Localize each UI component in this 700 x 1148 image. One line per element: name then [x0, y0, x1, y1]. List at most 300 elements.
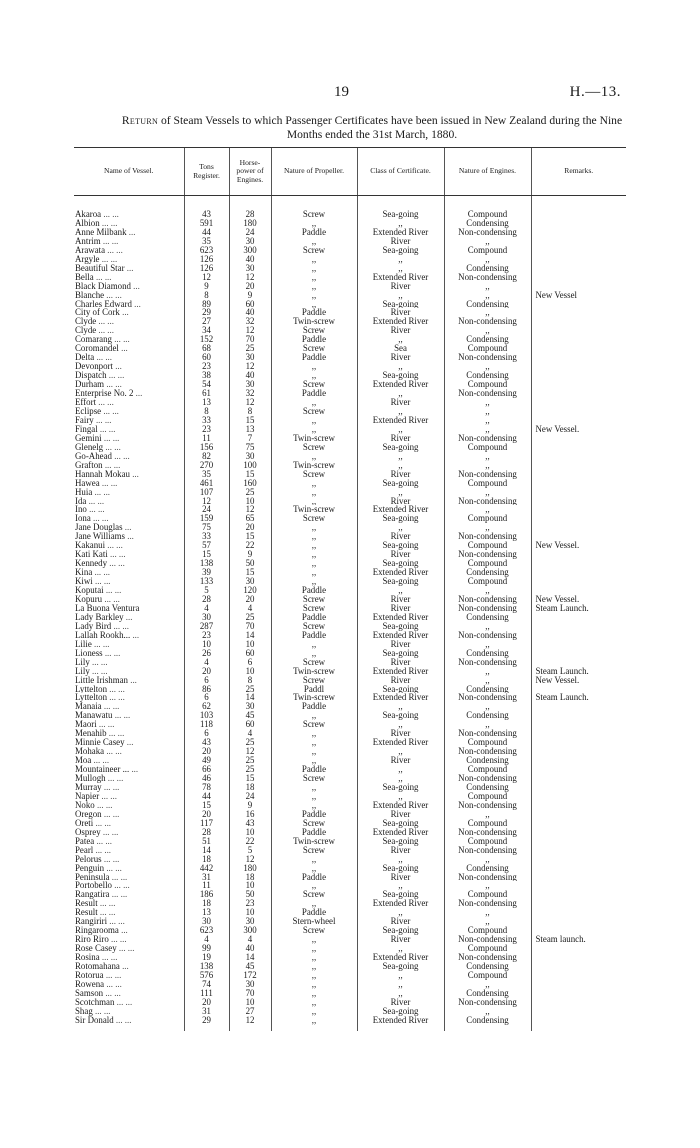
tons-register: 103: [199, 711, 214, 721]
propeller-type: ,,: [311, 800, 317, 810]
vessel-name-cell: [74, 846, 184, 855]
engine-type: Non-condensing: [458, 693, 517, 703]
certificate-class-cell: [357, 792, 444, 801]
propeller-type: ,,: [311, 962, 317, 972]
certificate-class: Extended River: [372, 899, 429, 909]
propeller-type: Screw: [302, 442, 326, 452]
engine-type-cell: [444, 577, 531, 586]
engine-type-cell: [444, 658, 531, 667]
engine-type: Compound: [467, 380, 508, 390]
tons-register: 54: [202, 380, 211, 390]
col-header-certificate: Class of Certificate.: [357, 148, 444, 196]
horse-power-cell: [229, 577, 271, 586]
certificate-class: Sea-going: [382, 684, 419, 694]
vessel-name-cell: [74, 729, 184, 738]
remarks-cell: [531, 935, 626, 944]
tons-register-cell: [184, 971, 229, 980]
remarks-cell: [531, 756, 626, 765]
propeller-type: Paddle: [301, 702, 327, 712]
engine-type-cell: [444, 864, 531, 873]
horse-power-cell: [229, 228, 271, 237]
horse-power-cell: [229, 514, 271, 523]
propeller-type-cell: [271, 380, 357, 389]
horse-power: 40: [245, 254, 255, 264]
remarks-cell: [531, 1016, 626, 1025]
tons-register-cell: [184, 908, 229, 917]
engine-type-cell: [444, 317, 531, 326]
remarks-cell: [531, 747, 626, 756]
leader-dots: ...: [122, 962, 129, 972]
propeller-type: Screw: [302, 926, 326, 936]
table-row: [74, 658, 626, 667]
propeller-type: ,,: [311, 487, 317, 497]
tons-register: 20: [202, 997, 211, 1007]
vessel-name-cell: [74, 908, 184, 917]
certificate-class-cell: [357, 389, 444, 398]
horse-power-cell: [229, 917, 271, 926]
horse-power: 25: [245, 612, 255, 622]
remarks-cell: [531, 434, 626, 443]
certificate-class-cell: [357, 470, 444, 479]
certificate-class: ,,: [398, 487, 403, 497]
engine-type: ,,: [485, 254, 490, 264]
table-row: [74, 873, 626, 882]
vessel-name-cell: [74, 810, 184, 819]
remarks-cell: [531, 729, 626, 738]
vessel-name-cell: [74, 595, 184, 604]
propeller-type-cell: [271, 353, 357, 362]
engine-type-cell: [444, 335, 531, 344]
engine-type: Compound: [467, 971, 508, 980]
certificate-class-cell: [357, 577, 444, 586]
leader-dots: ... ...: [101, 953, 118, 963]
certificate-class: ,,: [398, 523, 403, 533]
tons-register: 15: [202, 800, 211, 810]
certificate-class: River: [390, 845, 411, 855]
horse-power: 30: [245, 451, 255, 461]
engine-type: ,,: [485, 881, 490, 891]
horse-power-cell: [229, 980, 271, 989]
vessel-name: Ringarooma: [75, 926, 119, 936]
propeller-type: Paddle: [301, 630, 327, 640]
propeller-type: ,,: [311, 899, 317, 909]
tons-register-cell: [184, 765, 229, 774]
engine-type: ,,: [485, 424, 490, 434]
propeller-type: ,,: [311, 577, 317, 587]
vessel-name-cell: [74, 837, 184, 846]
tons-register: 30: [202, 917, 211, 927]
propeller-type-cell: [271, 890, 357, 899]
tons-register-cell: [184, 747, 229, 756]
horse-power: 15: [245, 774, 255, 783]
vessel-name: Patea: [75, 836, 95, 846]
tons-register-cell: [184, 505, 229, 514]
certificate-class-cell: [357, 246, 444, 255]
propeller-type-cell: [271, 801, 357, 810]
propeller-type-cell: [271, 953, 357, 962]
propeller-type: Paddle: [301, 308, 327, 318]
horse-power: 14: [245, 693, 255, 703]
tons-register-cell: [184, 479, 229, 488]
propeller-type: ,,: [311, 863, 317, 873]
certificate-class: Sea-going: [382, 783, 419, 792]
table-row: [74, 246, 626, 255]
tons-register: 29: [202, 1015, 211, 1025]
leader-dots: ... ...: [107, 245, 123, 255]
leader-dots: ...: [126, 263, 134, 273]
engine-type: Compound: [467, 210, 508, 219]
propeller-type: ,,: [311, 979, 317, 989]
horse-power-cell: [229, 371, 271, 380]
vessel-name-cell: [74, 362, 184, 371]
leader-dots: ... ...: [102, 827, 119, 837]
leader-dots: ... ...: [101, 218, 118, 228]
engine-type-cell: [444, 890, 531, 899]
propeller-type: Screw: [302, 210, 326, 219]
propeller-type-cell: [271, 497, 357, 506]
table-row: [74, 926, 626, 935]
engine-type: Non-condensing: [458, 953, 517, 963]
table-row: [74, 667, 626, 676]
propeller-type: ,,: [311, 738, 317, 748]
vessel-name-cell: [74, 291, 184, 300]
certificate-class: River: [390, 236, 411, 246]
table-row: [74, 881, 626, 890]
horse-power: 20: [245, 594, 255, 604]
propeller-type: Screw: [302, 720, 326, 730]
tons-register-cell: [184, 523, 229, 532]
spacer-cell: [184, 1025, 229, 1031]
table-row: [74, 631, 626, 640]
propeller-type-cell: [271, 335, 357, 344]
propeller-type: Twin-screw: [293, 693, 335, 703]
certificate-class: ,,: [398, 406, 403, 416]
engine-type: Condensing: [466, 568, 509, 578]
propeller-type-cell: [271, 756, 357, 765]
horse-power-cell: [229, 873, 271, 882]
col-header-remarks: Remarks.: [531, 148, 626, 196]
propeller-type: Screw: [302, 514, 326, 524]
propeller-type: ,,: [311, 371, 317, 381]
engine-type-cell: [444, 505, 531, 514]
certificate-class: ,,: [398, 451, 403, 461]
propeller-type-cell: [271, 765, 357, 774]
remarks-cell: [531, 998, 626, 1007]
engine-type-cell: [444, 210, 531, 219]
engine-type: Condensing: [466, 863, 509, 873]
remarks-cell: [531, 291, 626, 300]
engine-type: Non-condensing: [458, 594, 517, 604]
vessel-name: Kopuru: [75, 594, 103, 604]
vessel-name: Rangiriri: [75, 917, 108, 927]
engine-type: Condensing: [466, 783, 509, 792]
horse-power-cell: [229, 505, 271, 514]
horse-power: 172: [243, 971, 257, 980]
propeller-type: ,,: [311, 988, 317, 998]
propeller-type-cell: [271, 577, 357, 586]
tons-register-cell: [184, 380, 229, 389]
tons-register: 186: [199, 890, 214, 900]
vessel-name: Iona: [75, 514, 91, 524]
propeller-type-cell: [271, 676, 357, 685]
engine-type-cell: [444, 613, 531, 622]
propeller-type-cell: [271, 273, 357, 282]
horse-power: 10: [245, 496, 255, 506]
leader-dots: ... ...: [103, 406, 119, 416]
spacer-cell: [271, 196, 357, 211]
vessel-name-cell: [74, 855, 184, 864]
remarks-cell: [531, 899, 626, 908]
remarks-cell: [531, 219, 626, 228]
horse-power-cell: [229, 353, 271, 362]
engine-type: ,,: [485, 505, 490, 515]
table-row: [74, 962, 626, 971]
remarks-cell: [531, 962, 626, 971]
remarks: New Vessel.: [535, 594, 580, 604]
certificate-class: River: [390, 326, 411, 336]
table-row: [74, 497, 626, 506]
vessel-name: Coromandel: [75, 344, 119, 354]
horse-power: 30: [245, 917, 255, 927]
propeller-type: ,,: [311, 953, 317, 963]
horse-power-cell: [229, 559, 271, 568]
tons-register: 138: [199, 962, 214, 972]
table-row: [74, 326, 626, 335]
tons-register-cell: [184, 693, 229, 702]
engine-type-cell: [444, 380, 531, 389]
leader-dots: ... ...: [94, 568, 111, 578]
certificate-class-cell: [357, 1007, 444, 1016]
horse-power-cell: [229, 425, 271, 434]
certificate-class: Extended River: [372, 568, 429, 578]
propeller-type: ,,: [311, 290, 317, 300]
tons-register-cell: [184, 219, 229, 228]
table-spacer-row: [74, 1025, 626, 1031]
horse-power: 5: [247, 845, 253, 855]
remarks-cell: [531, 685, 626, 694]
remarks-cell: [531, 676, 626, 685]
horse-power: 160: [243, 478, 257, 488]
leader-dots: ... ...: [114, 711, 131, 721]
tons-register: 126: [199, 254, 214, 264]
certificate-class: Extended River: [372, 953, 429, 963]
spacer-cell: [531, 196, 626, 211]
vessel-name: Grafton: [75, 460, 103, 470]
propeller-type-cell: [271, 443, 357, 452]
propeller-type: Screw: [302, 774, 326, 783]
col-header-name: Name of Vessel.: [74, 148, 184, 196]
horse-power-cell: [229, 667, 271, 676]
propeller-type: Screw: [302, 594, 326, 604]
propeller-type: Paddl: [303, 684, 325, 694]
horse-power: 12: [245, 505, 255, 515]
engine-type: Non-condensing: [458, 729, 517, 739]
tons-register: 38: [202, 371, 211, 381]
vessel-name-cell: [74, 935, 184, 944]
tons-register: 44: [202, 791, 211, 801]
tons-register: 623: [199, 926, 214, 936]
table-row: [74, 219, 626, 228]
propeller-type-cell: [271, 425, 357, 434]
vessel-name: Huia: [75, 487, 93, 497]
propeller-type-cell: [271, 246, 357, 255]
vessel-name: Rose Casey: [75, 944, 117, 954]
certificate-class-cell: [357, 291, 444, 300]
propeller-type: Twin-screw: [293, 433, 335, 443]
horse-power-cell: [229, 640, 271, 649]
remarks-cell: [531, 711, 626, 720]
horse-power-cell: [229, 720, 271, 729]
horse-power: 25: [245, 765, 255, 775]
horse-power: 25: [245, 344, 255, 354]
leader-dots: ... ...: [105, 988, 121, 998]
leader-dots: ... ...: [108, 729, 125, 739]
engine-type-cell: [444, 631, 531, 640]
tons-register-cell: [184, 586, 229, 595]
vessel-name: Lady Bird: [75, 621, 112, 631]
remarks-cell: [531, 362, 626, 371]
propeller-type-cell: [271, 389, 357, 398]
horse-power-cell: [229, 398, 271, 407]
engine-type-cell: [444, 550, 531, 559]
engine-type-cell: [444, 729, 531, 738]
certificate-class: ,,: [398, 881, 403, 891]
certificate-class-cell: [357, 443, 444, 452]
engine-type-cell: [444, 568, 531, 577]
engine-type: ,,: [485, 362, 490, 372]
horse-power: 25: [245, 487, 255, 497]
propeller-type: ,,: [311, 236, 317, 246]
leader-dots: ... ...: [101, 254, 118, 264]
remarks-cell: [531, 335, 626, 344]
table-header-row: [74, 148, 626, 196]
propeller-type-cell: [271, 255, 357, 264]
engine-type: Non-condensing: [458, 272, 517, 282]
remarks-cell: [531, 550, 626, 559]
table-row: [74, 819, 626, 828]
engine-type-cell: [444, 819, 531, 828]
tons-register-cell: [184, 631, 229, 640]
certificate-class-cell: [357, 604, 444, 613]
engine-type: Condensing: [466, 263, 509, 273]
propeller-type-cell: [271, 559, 357, 568]
vessel-name: Menahib: [75, 729, 107, 739]
engine-type: Compound: [467, 791, 508, 801]
propeller-type-cell: [271, 532, 357, 541]
certificate-class-cell: [357, 228, 444, 237]
certificate-class: Sea-going: [382, 442, 419, 452]
certificate-class-cell: [357, 452, 444, 461]
engine-type: Compound: [467, 577, 508, 587]
tons-register: 82: [202, 451, 211, 461]
certificate-class-cell: [357, 523, 444, 532]
engine-type-cell: [444, 219, 531, 228]
certificate-class-cell: [357, 237, 444, 246]
tons-register-cell: [184, 738, 229, 747]
vessel-name-cell: [74, 246, 184, 255]
vessel-name: Gemini: [75, 433, 102, 443]
certificate-class-cell: [357, 702, 444, 711]
horse-power: 60: [245, 299, 255, 309]
vessel-name-cell: [74, 380, 184, 389]
horse-power: 6: [247, 657, 253, 667]
tons-register: 12: [202, 496, 211, 506]
table-row: [74, 828, 626, 837]
engine-type-cell: [444, 479, 531, 488]
col-header-propeller: Nature of Propeller.: [271, 148, 357, 196]
vessel-name-cell: [74, 282, 184, 291]
horse-power-cell: [229, 908, 271, 917]
remarks-cell: [531, 237, 626, 246]
spacer-cell: [229, 1025, 271, 1031]
tons-register: 18: [202, 899, 211, 909]
tons-register-cell: [184, 568, 229, 577]
tons-register: 44: [202, 227, 211, 237]
engine-type-cell: [444, 926, 531, 935]
vessel-name: Napier: [75, 791, 100, 801]
propeller-type: Screw: [302, 657, 326, 667]
vessel-name-cell: [74, 470, 184, 479]
horse-power-cell: [229, 479, 271, 488]
vessel-table: [74, 148, 626, 1031]
horse-power-cell: [229, 550, 271, 559]
spacer-cell: [271, 1025, 357, 1031]
horse-power-cell: [229, 407, 271, 416]
table-row: [74, 308, 626, 317]
table-row: [74, 613, 626, 622]
horse-power-cell: [229, 1007, 271, 1016]
engine-type-cell: [444, 398, 531, 407]
certificate-class-cell: [357, 317, 444, 326]
horse-power-cell: [229, 452, 271, 461]
table-row: [74, 989, 626, 998]
remarks-cell: [531, 649, 626, 658]
tons-register-cell: [184, 837, 229, 846]
horse-power-cell: [229, 783, 271, 792]
certificate-class-cell: [357, 568, 444, 577]
horse-power-cell: [229, 765, 271, 774]
tons-register-cell: [184, 434, 229, 443]
engine-type: ,,: [485, 1006, 490, 1016]
horse-power-cell: [229, 210, 271, 219]
remarks-cell: [531, 407, 626, 416]
certificate-class: Sea-going: [382, 962, 419, 972]
vessel-name-cell: [74, 756, 184, 765]
certificate-class-cell: [357, 559, 444, 568]
leader-dots: ... ...: [88, 496, 105, 506]
horse-power-cell: [229, 613, 271, 622]
vessel-name: Murray: [75, 783, 102, 792]
leader-dots: ...: [131, 765, 139, 775]
certificate-class: ,,: [398, 218, 403, 228]
vessel-name-cell: [74, 317, 184, 326]
tons-register: 74: [202, 979, 211, 989]
propeller-type: Paddle: [301, 765, 327, 775]
propeller-type: Paddle: [301, 353, 327, 363]
col-header-tons: Tons Register.: [184, 148, 229, 196]
engine-type-cell: [444, 416, 531, 425]
vessel-name: Anne Milbank: [75, 227, 127, 237]
leader-dots: ... ...: [99, 899, 116, 909]
engine-type-cell: [444, 443, 531, 452]
horse-power: 20: [245, 523, 255, 533]
vessel-name: Rosina: [75, 953, 100, 963]
certificate-class-cell: [357, 783, 444, 792]
leader-dots: ... ...: [105, 971, 122, 980]
remarks: New Vessel: [535, 290, 577, 300]
propeller-type-cell: [271, 550, 357, 559]
tons-register-cell: [184, 926, 229, 935]
